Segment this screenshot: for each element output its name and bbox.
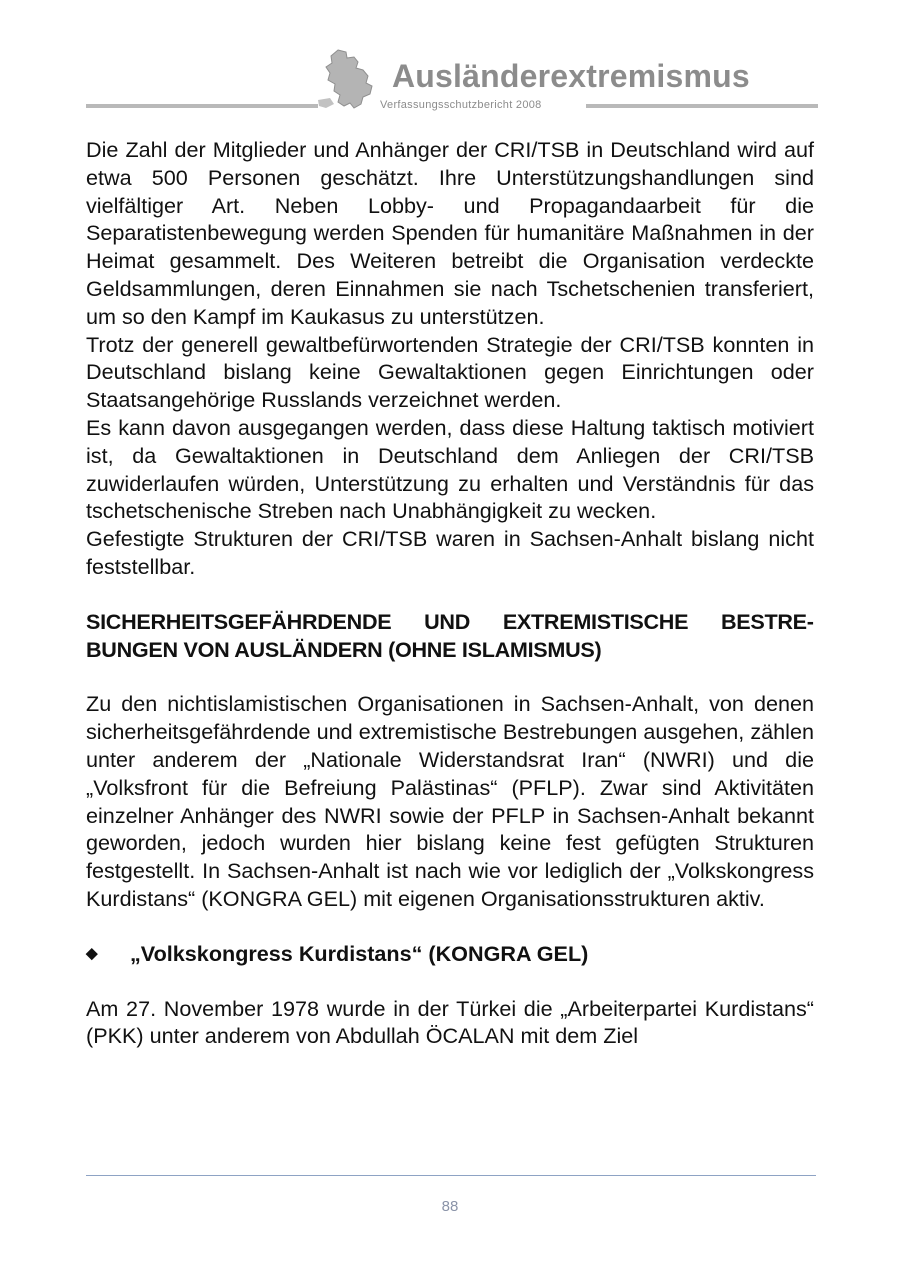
footer-rule	[86, 1175, 816, 1176]
spacer	[86, 663, 814, 690]
header-rule-left	[86, 104, 318, 108]
spacer	[86, 581, 814, 608]
bullet-heading	[86, 940, 814, 968]
saxony-anhalt-map-icon	[316, 48, 380, 114]
paragraph: Gefestigte Strukturen der CRI/TSB waren in Sachsen-Anhalt bislang nicht feststellbar.	[86, 526, 814, 579]
header-title: Ausländerextremismus	[392, 58, 750, 94]
paragraph: Trotz der generell gewaltbefürwortenden Strategie der CRI/TSB konnten in Deutschland bislang keine Gewaltaktionen gegen Einrichtungen oder Staatsangehörige Russlands verzeichnet werden.	[86, 331, 814, 413]
bullet-heading-label: „Volkskongress Kurdistans“ (KONGRA GEL)	[130, 940, 589, 966]
paragraph: Am 27. November 1978 wurde in der Türkei die „Arbeiterpartei Kurdistans“ (PKK) unter anderem von Abdullah ÖCALAN mit dem Ziel	[86, 995, 814, 1049]
spacer	[86, 968, 814, 995]
header-subtitle: Verfassungsschutzbericht 2008	[380, 99, 542, 111]
spacer	[86, 913, 814, 940]
page-number: 88	[441, 1198, 459, 1215]
diamond-bullet-icon: ◆	[86, 944, 98, 962]
header-rule-right	[586, 104, 818, 108]
paragraph: Es kann davon ausgegangen werden, dass diese Haltung taktisch motiviert ist, da Gewaltaktionen in Deutschland dem Anliegen der CRI/TSB zuwiderlaufen würden, Unterstützung zu erhalten und Verständnis für das tschetschenische Streben nach Unabhängigkeit zu wecken.	[86, 414, 814, 524]
paragraph: Zu den nichtislamistischen Organisationen in Sachsen-Anhalt, von denen sicherheitsgefährdende und extremistische Bestrebungen ausgehen, zählen unter anderem der „Nationale Widerstandsrat Iran“ (NWRI) und die „Volksfront für die Befreiung Palästinas“ (PFLP). Zwar sind Aktivitäten einzelner Anhänger des NWRI sowie der PFLP in Sachsen-Anhalt bekannt geworden, jedoch wurden hier bislang keine fest gefügten Strukturen festgestellt. In Sachsen-Anhalt ist nach wie vor lediglich der „Volkskongress Kurdistans“ (KONGRA GEL) mit eigenen Organisationsstrukturen aktiv.	[86, 691, 814, 911]
section-heading: SICHERHEITSGEFÄHRDENDE UND EXTREMISTISCHE BESTREBUNGEN VON AUSLÄNDERN (OHNE ISLAMISMUS)	[86, 608, 814, 662]
paragraph: Die Zahl der Mitglieder und Anhänger der CRI/TSB in Deutschland wird auf etwa 500 Personen geschätzt. Ihre Unterstützungshandlungen sind vielfältiger Art. Neben Lobby- und Propagandaarbeit für die Separatistenbewegung werden Spenden für humanitäre Maßnahmen in der Heimat gesammelt. Des Weiteren betreibt die Organisation verdeckte Geldsammlungen, deren Einnahmen sie nach Tschetschenien transferiert, um so den Kampf im Kaukasus zu unterstützen.	[86, 137, 814, 329]
page-body	[86, 136, 814, 1050]
page-header	[0, 0, 900, 130]
